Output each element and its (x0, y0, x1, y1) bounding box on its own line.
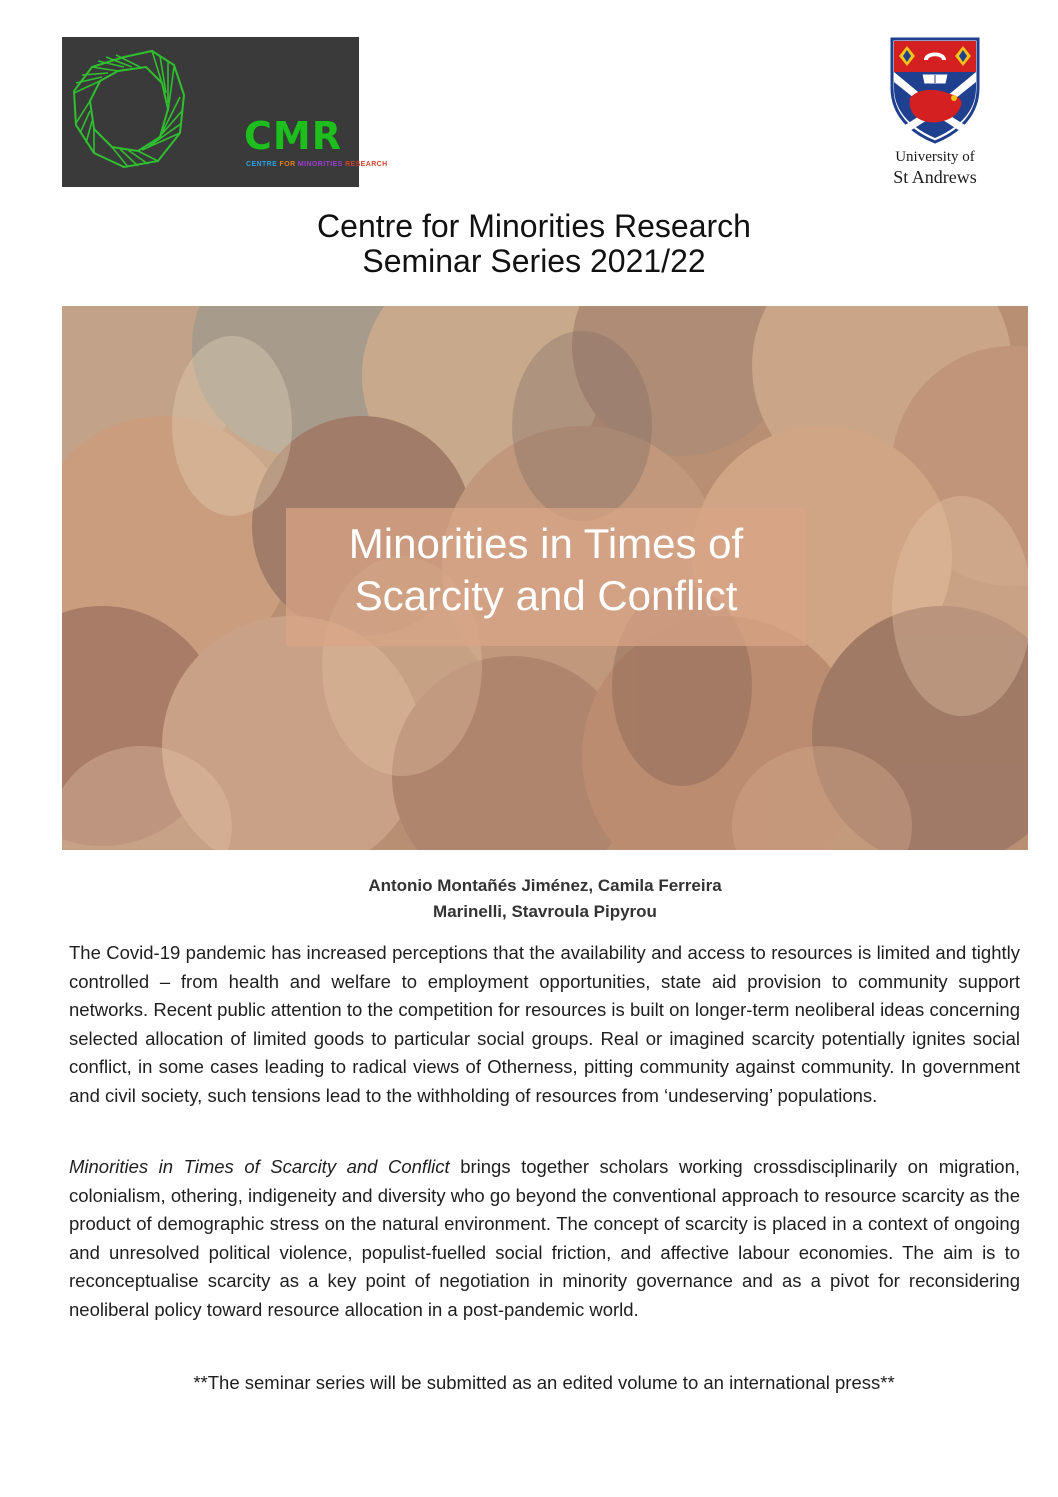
cmr-sub-for: FOR (279, 161, 296, 168)
banner-title (286, 518, 806, 622)
body-paragraph-2-text: brings together scholars working crossdisciplinarily on migration, colonialism, othering, indigeneity and diversity who go beyond the conventional approach to resource scarcity as the product of demographic stress on the natural environment. The concept of scarcity is placed in a context of ongoing and unresolved political violence, populist-fuelled social friction, and affective labour economies. The aim is to reconceptualise scarcity as a key point of negotiation in minority governance and as a pivot for reconsidering neoliberal policy toward resource allocation in a post-pandemic world. (69, 1156, 1020, 1320)
cmr-sub-research: RESEARCH (345, 161, 388, 168)
page-title (0, 209, 1058, 279)
body-paragraph-2 (69, 1153, 1020, 1324)
banner-image (62, 306, 1028, 850)
publication-note: **The seminar series will be submitted as an edited volume to an international press** (193, 1372, 895, 1393)
banner-title-line2: Scarcity and Conflict (354, 572, 738, 619)
university-name-line2: St Andrews (893, 167, 977, 187)
shield-icon (880, 36, 990, 146)
authors (0, 873, 1058, 925)
banner-title-line1: Minorities in Times of (348, 520, 744, 567)
cmr-sub-centre: CENTRE (246, 161, 278, 168)
cmr-sub-minorities: MINORITIES (297, 161, 343, 168)
university-name (867, 148, 1003, 188)
cmr-wordmark: CMR (244, 114, 342, 158)
cmr-logo (62, 37, 388, 187)
university-name-line1: University of (895, 149, 975, 165)
cmr-subtitle (246, 160, 388, 169)
body-paragraph-2-title: Minorities in Times of Scarcity and Conflict (69, 1156, 450, 1177)
authors-line2: Marinelli, Stavroula Pipyrou (433, 902, 657, 921)
authors-line1: Antonio Montañés Jiménez, Camila Ferreira (368, 876, 722, 895)
page-title-line2: Seminar Series 2021/22 (362, 243, 706, 279)
body-paragraph-1: The Covid-19 pandemic has increased perceptions that the availability and access to resources is limited and tightly controlled – from health and welfare to employment opportunities, state aid provision to community support networks. Recent public attention to the competition for resources is built on longer-term neoliberal ideas concerning selected allocation of limited goods to particular social groups. Real or imagined scarcity potentially ignites social conflict, in some cases leading to radical views of Otherness, pitting community against community. In government and civil society, such tensions lead to the withholding of resources from ‘undeserving’ populations. (69, 942, 1020, 1106)
page-title-line1: Centre for Minorities Research (317, 208, 751, 244)
